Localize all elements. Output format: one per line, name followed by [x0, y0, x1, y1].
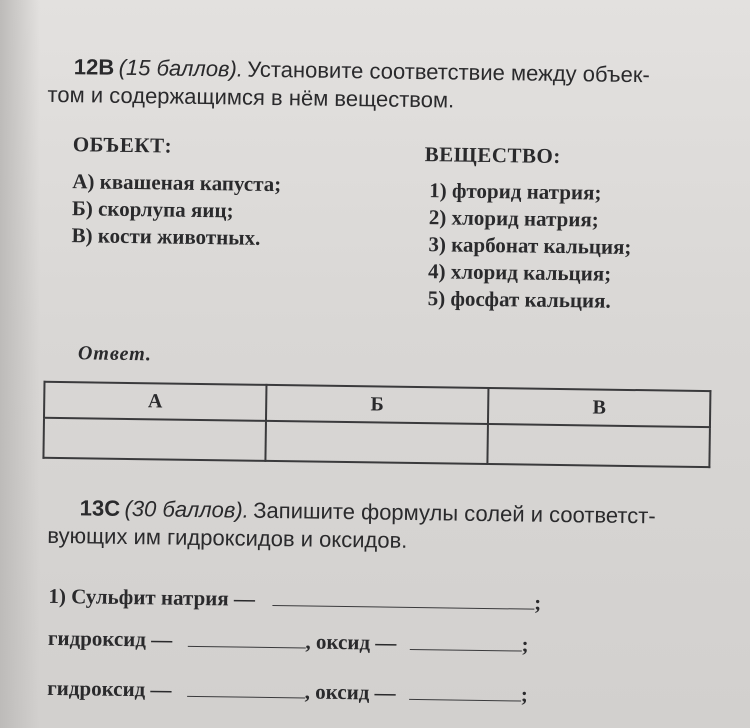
substance-item-5: 5) фосфат кальция. [427, 286, 611, 313]
task12-number: 12В [73, 54, 115, 80]
substance-item-2: 2) хлорид натрия; [428, 205, 599, 232]
hydroxide-line-1 [48, 626, 529, 658]
oxide-label-2: , оксид — [304, 679, 396, 705]
answer-header-b: Б [266, 385, 488, 424]
oxide-label-1: , оксид — [305, 629, 397, 655]
item1-answer-blank[interactable] [272, 589, 534, 610]
substance-column-header: ВЕЩЕСТВО: [424, 142, 561, 169]
answer-header-c: В [488, 388, 710, 427]
substance-list [428, 177, 633, 315]
semicolon-2: ; [520, 682, 529, 707]
hydroxide-line-2 [47, 676, 528, 708]
item1-semicolon: ; [534, 590, 542, 615]
task12-points: (15 баллов). [118, 54, 244, 82]
object-list [71, 168, 281, 252]
task13-text-line2: вующих им гидроксидов и оксидов. [47, 522, 408, 553]
task13-text-line1: Запишите формулы солей и соответст- [253, 497, 656, 529]
item1-label: 1) Сульфит натрия — [48, 583, 256, 611]
hydroxide-label-2: гидроксид — [47, 675, 172, 702]
answer-table [42, 381, 711, 468]
task12-text-line2: том и содержащимся в нём веществом. [47, 81, 455, 113]
task13-number: 13С [79, 495, 121, 521]
answer-header-a: А [44, 382, 266, 421]
substance-item-1: 1) фторид натрия; [429, 178, 602, 205]
substance-item-3: 3) карбонат кальция; [428, 232, 632, 259]
object-item-c: В) кости животных. [71, 223, 261, 250]
oxide-blank-2[interactable] [409, 683, 521, 702]
answer-cell-a[interactable] [43, 418, 266, 461]
hydroxide-blank-1[interactable] [187, 630, 305, 649]
object-column-header: ОБЪЕКТ: [72, 132, 173, 158]
answer-table-input-row [43, 418, 709, 467]
task13-points: (30 баллов). [124, 495, 249, 523]
substance-item-4: 4) хлорид кальция; [427, 259, 612, 286]
answer-label: Ответ. [77, 342, 153, 366]
object-item-a: А) квашеная капуста; [72, 169, 282, 197]
semicolon-1: ; [521, 632, 529, 657]
item1-line [48, 584, 541, 616]
hydroxide-label-1: гидроксид — [47, 625, 173, 652]
oxide-blank-1[interactable] [409, 633, 521, 652]
answer-cell-c[interactable] [487, 424, 710, 467]
object-item-b: Б) скорлупа яиц; [71, 196, 234, 223]
task12-text-line1: Установите соответствие между объек- [247, 56, 650, 88]
answer-cell-b[interactable] [265, 421, 488, 464]
hydroxide-blank-2[interactable] [187, 680, 305, 699]
